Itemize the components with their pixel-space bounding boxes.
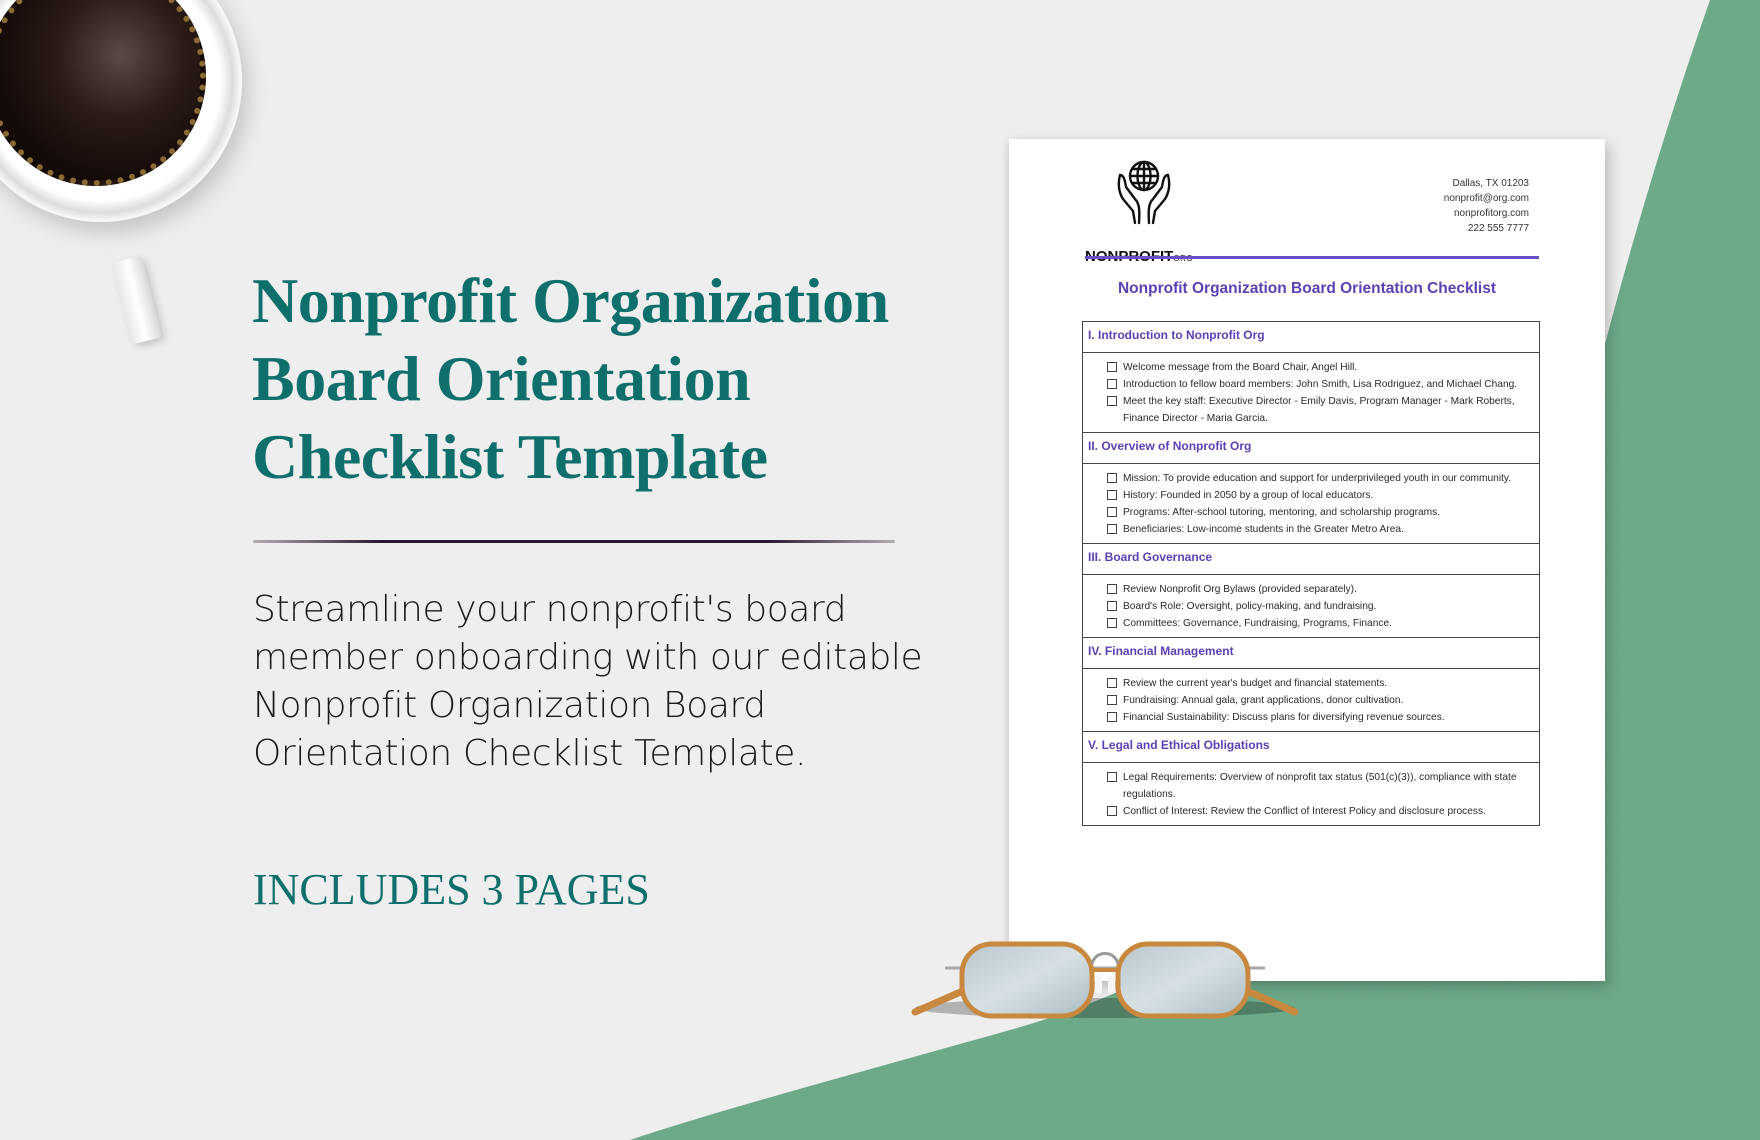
checklist-item[interactable] [1107, 803, 1529, 820]
item-text: Legal Requirements: Overview of nonprofit tax status (501(c)(3)), compliance with state regulations. [1123, 772, 1517, 800]
description-line: Orientation Checklist Template. [253, 733, 807, 774]
description-line: Streamline your nonprofit's board [253, 589, 847, 630]
contact-address: Dallas, TX 01203 [1452, 178, 1529, 189]
checklist-item[interactable] [1107, 581, 1529, 598]
section-items [1083, 353, 1539, 433]
section-items [1083, 669, 1539, 732]
document-title: Nonprofit Organization Board Orientation Checklist [1117, 280, 1497, 297]
checklist-item[interactable] [1107, 615, 1529, 632]
section-heading: IV. Financial Management [1083, 638, 1539, 669]
hero-description [253, 586, 953, 778]
hero-title [252, 262, 952, 496]
hero-title-line: Nonprofit Organization [252, 265, 889, 336]
globe-in-hands-icon [1115, 159, 1173, 225]
description-line: Nonprofit Organization Board [253, 685, 766, 726]
checkbox-icon[interactable] [1107, 806, 1117, 816]
contact-email: nonprofit@org.com [1443, 193, 1529, 204]
item-text: Review the current year's budget and financial statements. [1123, 678, 1388, 689]
checkbox-icon[interactable] [1107, 678, 1117, 688]
item-text: Programs: After-school tutoring, mentoring, and scholarship programs. [1123, 507, 1441, 518]
org-logo [1085, 159, 1215, 225]
checklist-item[interactable] [1107, 504, 1529, 521]
item-text: Introduction to fellow board members: John Smith, Lisa Rodriguez, and Michael Chang. [1123, 379, 1518, 390]
section-heading: II. Overview of Nonprofit Org [1083, 433, 1539, 464]
eyeglasses-image [895, 930, 1315, 1030]
section-items [1083, 763, 1539, 825]
checkbox-icon[interactable] [1107, 772, 1117, 782]
item-text: Meet the key staff: Executive Director - Emily Davis, Program Manager - Mark Roberts, Finance Director - Maria Garcia. [1123, 396, 1515, 424]
hero-title-line: Checklist Template [252, 421, 768, 492]
checkbox-icon[interactable] [1107, 695, 1117, 705]
item-text: Review Nonprofit Org Bylaws (provided separately). [1123, 584, 1357, 595]
item-text: Committees: Governance, Fundraising, Programs, Finance. [1123, 618, 1392, 629]
checklist-item[interactable] [1107, 359, 1529, 376]
checklist-item[interactable] [1107, 487, 1529, 504]
contact-phone: 222 555 7777 [1467, 223, 1529, 234]
includes-pages-label: INCLUDES 3 PAGES [253, 865, 650, 914]
item-text: Welcome message from the Board Chair, Angel Hill. [1123, 362, 1358, 373]
checkbox-icon[interactable] [1107, 379, 1117, 389]
hero-title-line: Board Orientation [252, 343, 751, 414]
item-text: Mission: To provide education and support for underprivileged youth in our community. [1123, 473, 1512, 484]
item-text: History: Founded in 2050 by a group of local educators. [1123, 490, 1374, 501]
item-text: Financial Sustainability: Discuss plans for diversifying revenue sources. [1123, 712, 1445, 723]
checkbox-icon[interactable] [1107, 712, 1117, 722]
checklist-item[interactable] [1107, 376, 1529, 393]
checklist-item[interactable] [1107, 675, 1529, 692]
checklist-item[interactable] [1107, 598, 1529, 615]
description-line: member onboarding with our editable [253, 637, 923, 678]
item-text: Beneficiaries: Low-income students in the Greater Metro Area. [1123, 524, 1404, 535]
section-items [1083, 575, 1539, 638]
header-rule [1085, 256, 1539, 259]
checkbox-icon[interactable] [1107, 490, 1117, 500]
checkbox-icon[interactable] [1107, 584, 1117, 594]
checklist-table [1082, 321, 1540, 826]
checkbox-icon[interactable] [1107, 396, 1117, 406]
checklist-item[interactable] [1107, 470, 1529, 487]
section-heading: I. Introduction to Nonprofit Org [1083, 322, 1539, 353]
checkbox-icon[interactable] [1107, 618, 1117, 628]
coffee-cup-image [0, 0, 260, 240]
checklist-item[interactable] [1107, 393, 1529, 427]
item-text: Conflict of Interest: Review the Conflict of Interest Policy and disclosure process. [1123, 806, 1486, 817]
checkbox-icon[interactable] [1107, 362, 1117, 372]
checklist-item[interactable] [1107, 769, 1529, 803]
contact-website: nonprofitorg.com [1453, 208, 1529, 219]
checkbox-icon[interactable] [1107, 507, 1117, 517]
item-text: Fundraising: Annual gala, grant applications, donor cultivation. [1123, 695, 1404, 706]
contact-block [1444, 176, 1529, 236]
section-heading: III. Board Governance [1083, 544, 1539, 575]
checkbox-icon[interactable] [1107, 524, 1117, 534]
checkbox-icon[interactable] [1107, 473, 1117, 483]
checklist-item[interactable] [1107, 692, 1529, 709]
document-preview [1009, 139, 1605, 981]
checkbox-icon[interactable] [1107, 601, 1117, 611]
checklist-item[interactable] [1107, 709, 1529, 726]
divider-line [253, 540, 895, 543]
item-text: Board's Role: Oversight, policy-making, and fundraising. [1123, 601, 1377, 612]
checklist-item[interactable] [1107, 521, 1529, 538]
section-items [1083, 464, 1539, 544]
section-heading: V. Legal and Ethical Obligations [1083, 732, 1539, 763]
